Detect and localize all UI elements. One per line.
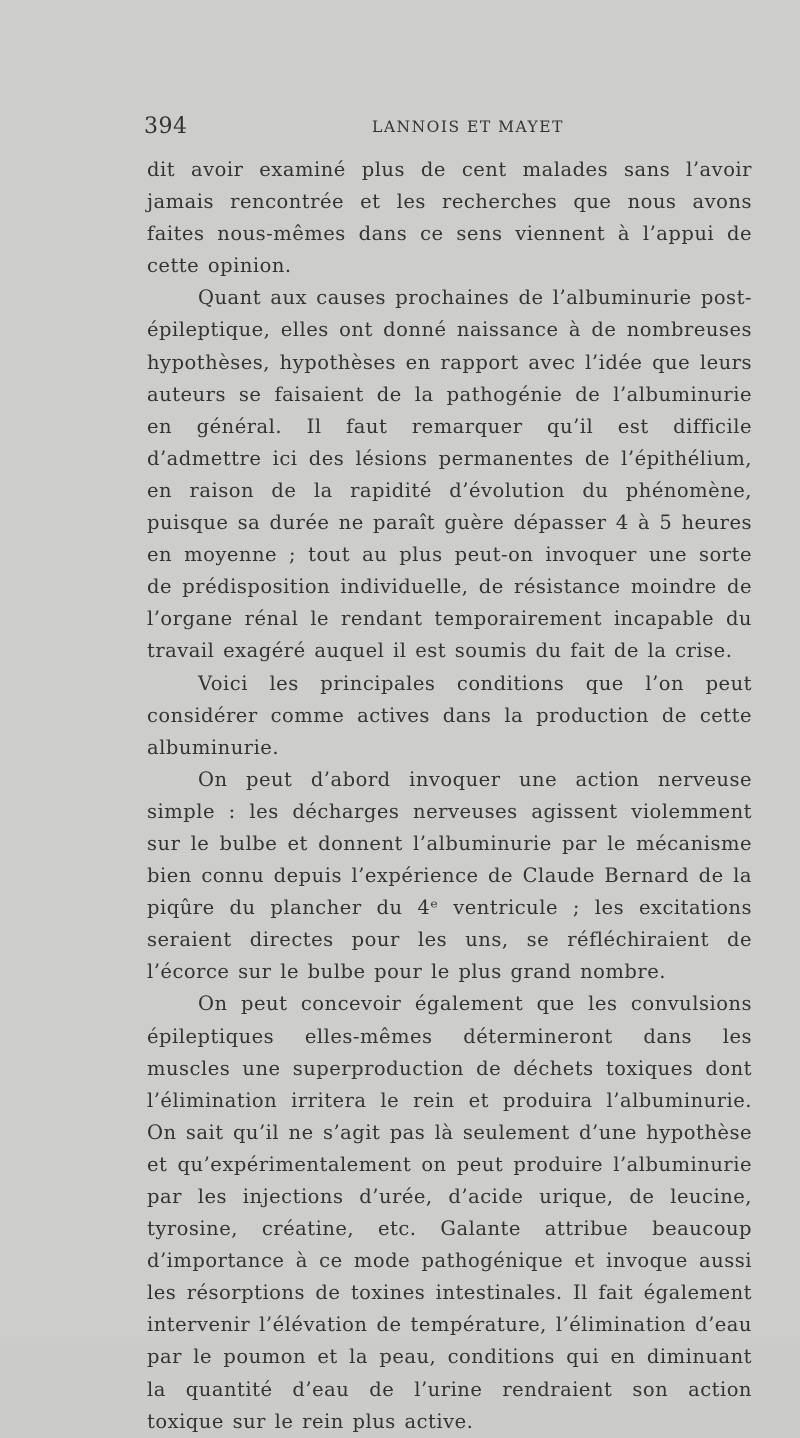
paragraph-convulsions: On peut concevoir également que les convulsions épileptiques elles-mêmes détermineront dans les muscles une superproduction de déchets toxiques dont l’élimination irritera le rein et produira l’albuminurie. On sait qu’il ne s’agit pas là seulement d’une hypothèse et qu’expérimentalement on peut produire l’albuminurie par les injections d’urée, d’acide urique, de leucine, tyrosine, créatine, etc. Galante attribue beaucoup d’importance à ce mode pathogénique et invoque aussi les résorptions de toxines intestinales. Il fait également intervenir l’élévation de température, l’élimination d’eau par le poumon et la peau, conditions qui en diminuant la quantité d’eau de l’urine rendraient son action toxique sur le rein plus active.: [147, 992, 752, 1433]
body-text: [147, 154, 752, 1438]
page-number: 394: [144, 114, 188, 139]
paragraph-conditions: Voici les principales conditions que l’on peut considérer comme actives dans la production de cette albuminurie.: [147, 671, 752, 759]
running-title: LANNOIS ET MAYET: [372, 118, 564, 136]
running-head: [144, 114, 752, 144]
paragraph-nervous-action: On peut d’abord invoquer une action nerveuse simple : les décharges nerveuses agissent violemment sur le bulbe et donnent l’albuminurie par le mécanisme bien connu depuis l’expérience de Claude Bernard de la piqûre du plancher du 4ᵉ ventricule ; les excitations seraient directes pour les uns, se réfléchiraient de l’écorce sur le bulbe pour le plus grand nombre.: [147, 767, 752, 984]
paragraph-continuation: dit avoir examiné plus de cent malades sans l’avoir jamais rencontrée et les recherches que nous avons faites nous-mêmes dans ce sens viennent à l’appui de cette opinion.: [147, 158, 752, 278]
paragraph-causes: Quant aux causes prochaines de l’albuminurie post-épileptique, elles ont donné naissance à de nombreuses hypothèses, hypothèses en rapport avec l’idée que leurs auteurs se faisaient de la pathogénie de l’albuminurie en général. Il faut remarquer qu’il est difficile d’admettre ici des lésions permanentes de l’épithélium, en raison de la rapidité d’évolution du phénomène, puisque sa durée ne paraît guère dépasser 4 à 5 heures en moyenne ; tout au plus peut-on invoquer une sorte de prédisposition individuelle, de résistance moindre de l’organe rénal le rendant temporairement incapable du travail exagéré auquel il est soumis du fait de la crise.: [147, 286, 752, 663]
